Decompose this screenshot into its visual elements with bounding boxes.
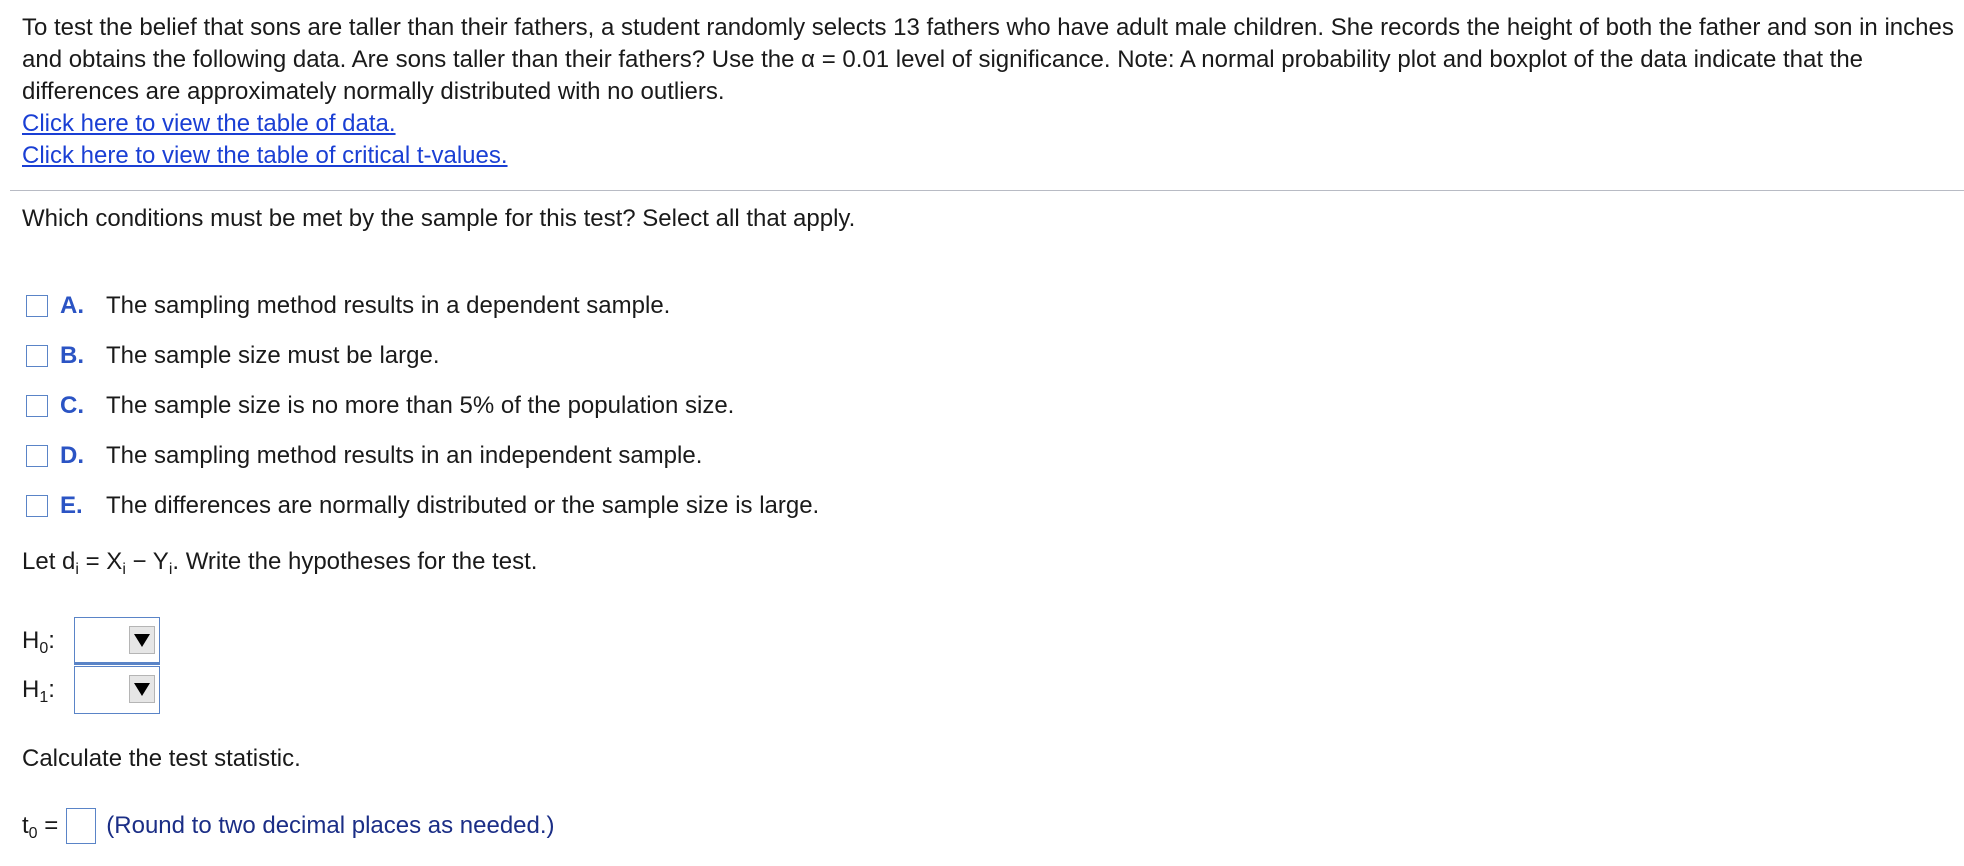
section-divider — [10, 190, 1964, 191]
option-e-checkbox[interactable] — [26, 495, 48, 517]
subscript-i: i — [122, 561, 126, 578]
option-text: The sample size must be large. — [106, 342, 440, 369]
option-text: The sample size is no more than 5% of the population size. — [106, 392, 735, 419]
hypotheses-intro — [22, 546, 537, 578]
view-critical-values-link[interactable]: Click here to view the table of critical t-values. — [22, 142, 508, 169]
intro-let: Let d — [22, 548, 76, 575]
h1-dropdown[interactable] — [74, 666, 160, 714]
option-letter: B. — [60, 342, 84, 369]
h0-row — [22, 617, 160, 665]
test-statistic-label — [22, 812, 58, 840]
intro-eq: = X — [78, 548, 123, 575]
option-text: The sampling method results in an independent sample. — [106, 442, 703, 469]
dropdown-arrow-icon[interactable] — [129, 675, 155, 703]
t-subscript: 0 — [28, 825, 38, 842]
option-d[interactable] — [26, 431, 819, 481]
option-a[interactable] — [26, 281, 819, 331]
test-statistic-row — [22, 808, 555, 844]
h0-subscript: 0 — [39, 640, 49, 657]
test-statistic-input[interactable] — [66, 808, 96, 844]
view-data-table-link[interactable]: Click here to view the table of data. — [22, 110, 396, 137]
subscript-i: i — [75, 561, 79, 578]
problem-statement — [22, 12, 1957, 172]
conditions-options — [26, 281, 819, 531]
option-a-checkbox[interactable] — [26, 295, 48, 317]
option-letter: E. — [60, 492, 83, 519]
option-letter: A. — [60, 292, 84, 319]
option-b-checkbox[interactable] — [26, 345, 48, 367]
calculate-prompt: Calculate the test statistic. — [22, 745, 301, 772]
conditions-question: Which conditions must be met by the sample for this test? Select all that apply. — [22, 205, 856, 232]
problem-text: To test the belief that sons are taller than their fathers, a student randomly selects 13 fathers who have adult male children. She records the height of both the father and son in inches and obtains the following data. Are sons taller than their fathers? Use the α = 0.01 level of significance. Note: A normal probability plot and boxplot of the data indicate that the differences are approximately normally distributed with no outliers. — [22, 14, 1954, 105]
h0-label — [22, 627, 74, 655]
dropdown-arrow-icon[interactable] — [129, 626, 155, 654]
option-b[interactable] — [26, 331, 819, 381]
option-text: The sampling method results in a dependent sample. — [106, 292, 671, 319]
option-text: The differences are normally distributed or the sample size is large. — [106, 492, 820, 519]
h0-colon: : — [48, 627, 55, 654]
h1-colon: : — [48, 676, 55, 703]
option-e[interactable] — [26, 481, 819, 531]
option-letter: C. — [60, 392, 84, 419]
h0-letter: H — [22, 627, 40, 654]
t-equals: = — [37, 812, 59, 839]
subscript-i: i — [168, 561, 173, 578]
rounding-hint: (Round to two decimal places as needed.) — [106, 812, 555, 839]
h1-label — [22, 676, 74, 704]
option-c-checkbox[interactable] — [26, 395, 48, 417]
intro-minus: − Y — [125, 548, 169, 575]
option-letter: D. — [60, 442, 84, 469]
h0-dropdown[interactable] — [74, 617, 160, 665]
t-letter: t — [22, 812, 29, 839]
option-c[interactable] — [26, 381, 819, 431]
intro-rest: . Write the hypotheses for the test. — [172, 548, 538, 575]
h1-letter: H — [22, 676, 40, 703]
option-d-checkbox[interactable] — [26, 445, 48, 467]
h1-subscript: 1 — [39, 689, 49, 706]
h1-row — [22, 666, 160, 714]
